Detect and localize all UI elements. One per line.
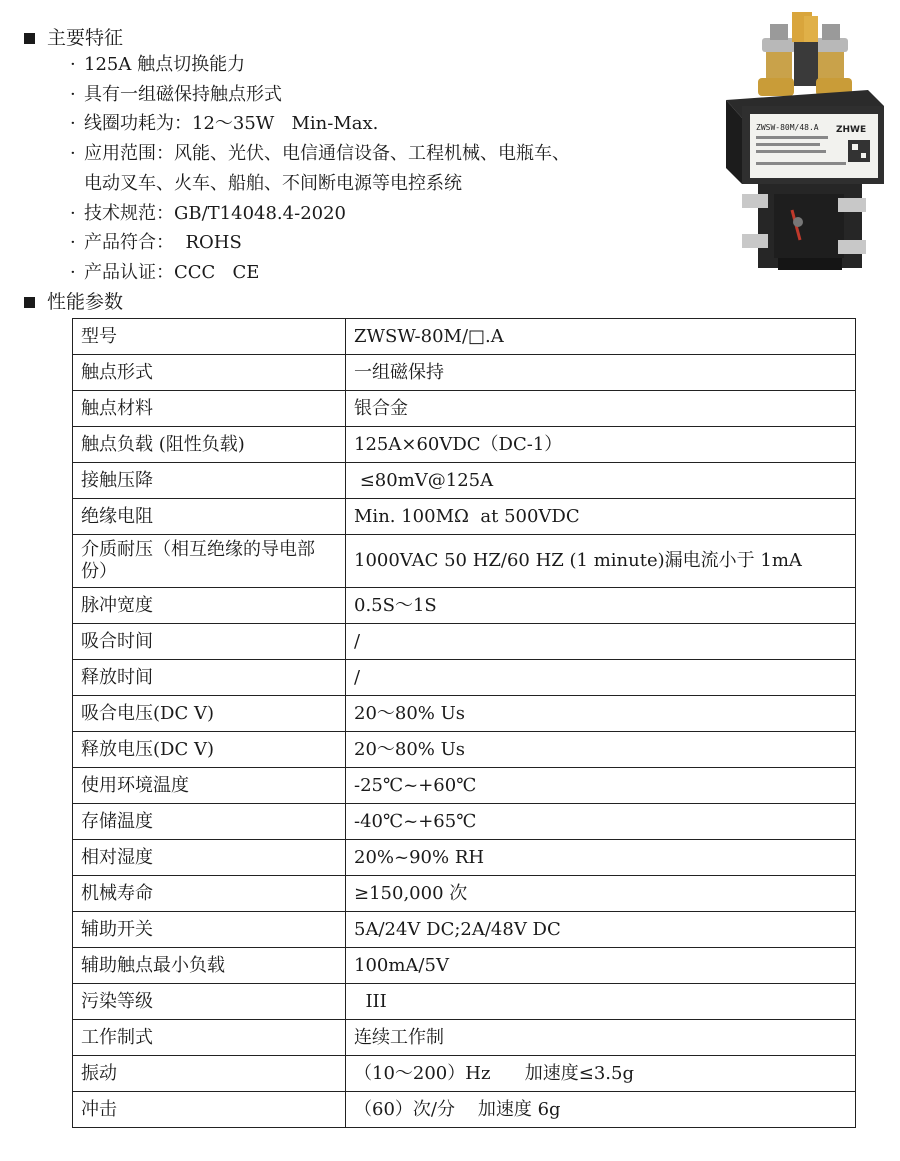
table-row xyxy=(73,463,856,499)
spec-table xyxy=(72,318,856,1128)
spec-title: 性能参数 xyxy=(47,291,124,313)
table-row xyxy=(73,427,856,463)
feature-item: · 产品符合： ROHS xyxy=(70,232,242,254)
table-row xyxy=(73,319,856,355)
features-title: 主要特征 xyxy=(47,27,124,49)
feature-item: · 产品认证：CCC CE xyxy=(70,261,260,283)
spec-key: 相对湿度 xyxy=(73,840,346,876)
spec-heading xyxy=(24,290,123,314)
contactor-photo-icon xyxy=(718,8,886,280)
feature-item: · 应用范围：风能、光伏、电信通信设备、工程机械、电瓶车、 电动叉车、火车、船舶、不间断电源等电控系统 xyxy=(70,143,570,194)
feature-item: · 具有一组磁保持触点形式 xyxy=(70,83,282,105)
spec-value: 0.5S～1S xyxy=(346,588,856,624)
table-row xyxy=(73,1056,856,1092)
spec-key: 冲击 xyxy=(73,1092,346,1128)
spec-value: 20%~90% RH xyxy=(346,840,856,876)
spec-key: 辅助触点最小负载 xyxy=(73,948,346,984)
spec-key: 释放电压(DC V) xyxy=(73,732,346,768)
spec-value: 银合金 xyxy=(346,391,856,427)
spec-key: 污染等级 xyxy=(73,984,346,1020)
spec-value: 5A/24V DC;2A/48V DC xyxy=(346,912,856,948)
spec-value: 100mA/5V xyxy=(346,948,856,984)
spec-key: 触点材料 xyxy=(73,391,346,427)
spec-key: 绝缘电阻 xyxy=(73,499,346,535)
spec-value: Min. 100MΩ at 500VDC xyxy=(346,499,856,535)
spec-value: -25℃~+60℃ xyxy=(346,768,856,804)
spec-key: 机械寿命 xyxy=(73,876,346,912)
table-row xyxy=(73,624,856,660)
feature-item: · 技术规范：GB/T14048.4-2020 xyxy=(70,202,347,224)
spec-value: ZWSW-80M/□.A xyxy=(346,319,856,355)
spec-value: 一组磁保持 xyxy=(346,355,856,391)
spec-key: 吸合电压(DC V) xyxy=(73,696,346,732)
table-row xyxy=(73,391,856,427)
spec-key: 使用环境温度 xyxy=(73,768,346,804)
spec-value: 1000VAC 50 HZ/60 HZ (1 minute)漏电流小于 1mA xyxy=(346,535,856,588)
spec-key: 振动 xyxy=(73,1056,346,1092)
table-row xyxy=(73,768,856,804)
table-row xyxy=(73,588,856,624)
table-row xyxy=(73,948,856,984)
table-row xyxy=(73,912,856,948)
table-row xyxy=(73,355,856,391)
table-row xyxy=(73,876,856,912)
spec-key: 辅助开关 xyxy=(73,912,346,948)
table-row xyxy=(73,660,856,696)
table-row xyxy=(73,535,856,588)
spec-value: （10～200）Hz 加速度≤3.5g xyxy=(346,1056,856,1092)
photo-model-label: ZWSW-80M/48.A xyxy=(756,123,819,132)
features-list xyxy=(70,50,710,288)
spec-key: 存储温度 xyxy=(73,804,346,840)
spec-key: 型号 xyxy=(73,319,346,355)
spec-key: 工作制式 xyxy=(73,1020,346,1056)
spec-key: 触点负载 (阻性负载) xyxy=(73,427,346,463)
feature-item: · 125A 触点切换能力 xyxy=(70,54,246,75)
feature-item: · 线圈功耗为：12～35W Min-Max. xyxy=(70,113,379,135)
square-bullet-icon xyxy=(24,297,35,308)
square-bullet-icon xyxy=(24,33,35,44)
spec-value: -40℃~+65℃ xyxy=(346,804,856,840)
table-row xyxy=(73,804,856,840)
spec-key: 吸合时间 xyxy=(73,624,346,660)
spec-key: 释放时间 xyxy=(73,660,346,696)
spec-value: （60）次/分 加速度 6g xyxy=(346,1092,856,1128)
table-row xyxy=(73,840,856,876)
table-row xyxy=(73,984,856,1020)
table-row xyxy=(73,732,856,768)
spec-value: ≤80mV@125A xyxy=(346,463,856,499)
table-row xyxy=(73,696,856,732)
spec-value: 125A×60VDC（DC-1） xyxy=(346,427,856,463)
spec-value: / xyxy=(346,624,856,660)
spec-key: 介质耐压（相互绝缘的导电部份） xyxy=(73,535,346,588)
spec-value: III xyxy=(346,984,856,1020)
spec-value: 20～80% Us xyxy=(346,696,856,732)
table-row xyxy=(73,1020,856,1056)
table-row xyxy=(73,1092,856,1128)
photo-brand-label: ZHWE xyxy=(836,125,867,135)
spec-key: 触点形式 xyxy=(73,355,346,391)
spec-value: ≥150,000 次 xyxy=(346,876,856,912)
spec-key: 脉冲宽度 xyxy=(73,588,346,624)
spec-value: / xyxy=(346,660,856,696)
spec-key: 接触压降 xyxy=(73,463,346,499)
features-heading xyxy=(24,26,123,50)
table-row xyxy=(73,499,856,535)
spec-value: 20～80% Us xyxy=(346,732,856,768)
spec-value: 连续工作制 xyxy=(346,1020,856,1056)
